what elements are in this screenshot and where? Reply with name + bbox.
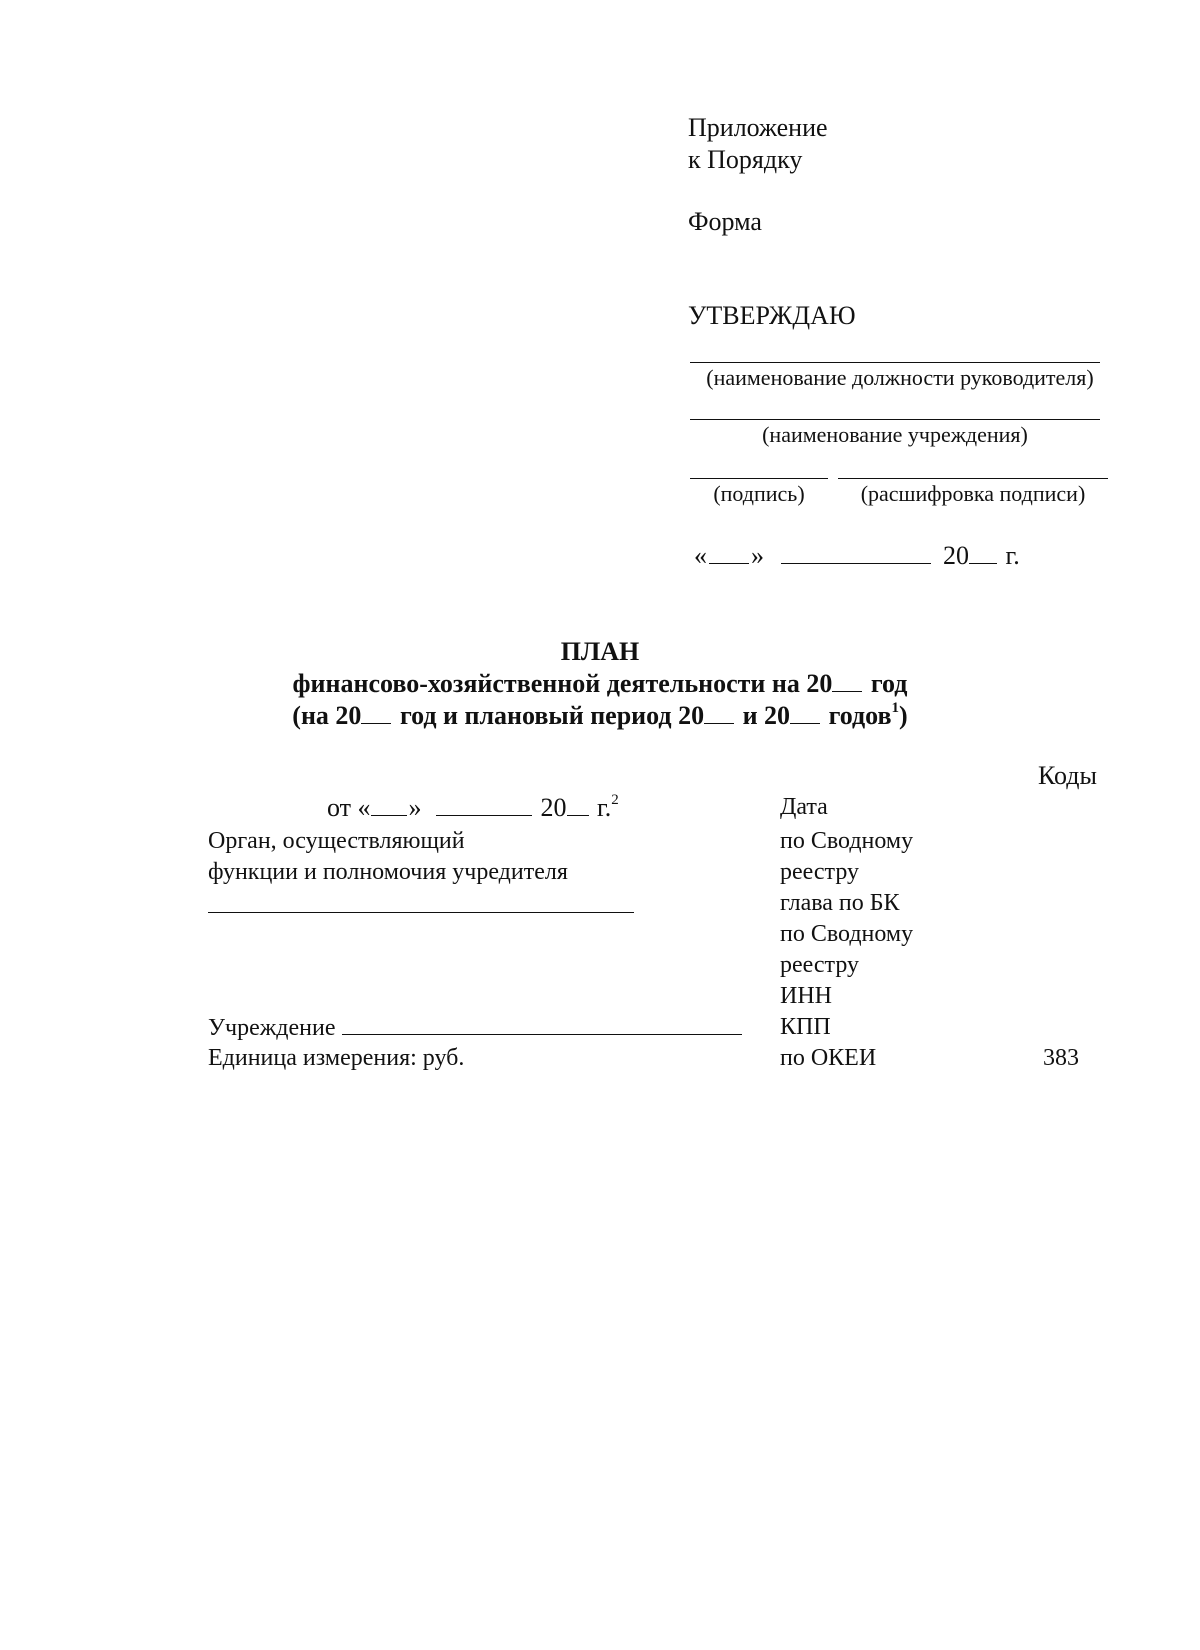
appendix-line1: Приложение [688, 113, 828, 142]
from-month-blank [436, 793, 532, 816]
footnote-1: 1 [891, 700, 900, 717]
month-blank [781, 541, 931, 564]
institution-signature-line [690, 419, 1100, 420]
from-year-prefix: 20 [540, 793, 567, 822]
codes-label-register-1a: по Сводному [780, 828, 914, 854]
title-line3-b: год и плановый период 20 [399, 701, 705, 730]
date-open-quote: « [694, 541, 707, 570]
unit-label: Единица измерения: руб. [208, 1045, 465, 1071]
footnote-2: 2 [611, 792, 619, 809]
from-prefix: от « [327, 793, 371, 822]
codes-label-glava-bk: глава по БК [780, 890, 900, 916]
institution-label: Учреждение [208, 1015, 336, 1041]
signature-decode-caption: (расшифровка подписи) [860, 481, 1086, 506]
from-date [327, 792, 619, 824]
organ-label-line1: Орган, осуществляющий [208, 828, 465, 854]
title-line3-close: ) [899, 701, 908, 730]
doc-title: ПЛАН [560, 637, 640, 666]
title-line2-prefix: финансово-хозяйственной деятельности на 20 [292, 669, 833, 698]
title-line3-c: и 20 [742, 701, 791, 730]
date-year-suffix: г. [1005, 541, 1020, 570]
organ-blank-line [208, 912, 634, 913]
form-label: Форма [688, 207, 762, 236]
position-caption: (наименование должности руководителя) [706, 365, 1094, 390]
from-year-blank [567, 793, 589, 816]
codes-label-kpp: КПП [780, 1014, 831, 1040]
codes-label-okei: по ОКЕИ [780, 1045, 877, 1071]
title-line3-a: (на 20 [292, 701, 362, 730]
institution-caption: (наименование учреждения) [762, 422, 1028, 447]
from-year-suffix: г. [597, 793, 612, 822]
title-year-blank [832, 669, 862, 692]
organ-label-line2: функции и полномочия учредителя [208, 859, 568, 885]
approval-date [694, 540, 1020, 572]
title-line2-suffix: год [870, 669, 908, 698]
day-blank [709, 541, 749, 564]
title-blank-c [790, 701, 820, 724]
codes-label-register-1b: реестру [780, 859, 860, 885]
codes-label-inn: ИНН [780, 983, 832, 1009]
signature-decode-line [838, 478, 1108, 479]
title-blank-b [704, 701, 734, 724]
institution-field [208, 1012, 744, 1044]
codes-label-register-2a: по Сводному [780, 921, 914, 947]
okei-code-value: 383 [1043, 1045, 1079, 1071]
doc-subtitle-line2 [0, 668, 1200, 700]
codes-label-date: Дата [780, 794, 828, 820]
from-day-blank [371, 793, 407, 816]
signature-line [690, 478, 828, 479]
from-close: » [408, 793, 422, 822]
codes-label-register-2b: реестру [780, 952, 860, 978]
institution-blank [342, 1012, 742, 1035]
approve-label: УТВЕРЖДАЮ [688, 301, 856, 330]
codes-header: Коды [1038, 761, 1097, 790]
signature-caption: (подпись) [713, 481, 805, 506]
date-year-prefix: 20 [943, 541, 969, 570]
position-signature-line [690, 362, 1100, 363]
title-line3-d: годов [828, 701, 892, 730]
date-close-quote: » [751, 541, 764, 570]
year-blank [969, 541, 997, 564]
title-blank-a [361, 701, 391, 724]
doc-subtitle-line3 [0, 700, 1200, 732]
appendix-line2: к Порядку [688, 145, 803, 174]
